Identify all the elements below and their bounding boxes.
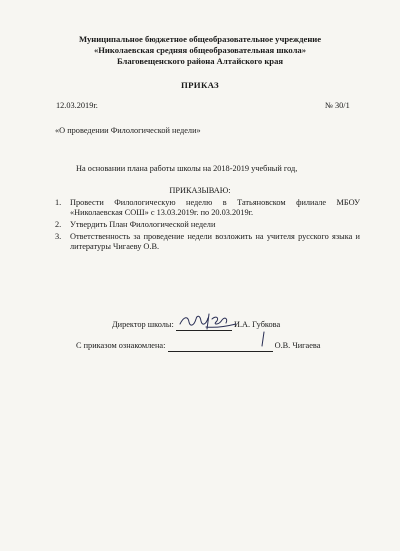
list-item-text: Провести Филологическую неделю в Татьяновском филиале МБОУ «Николаевская СОШ» с 13.03.2019г. по 20.03.2019г. [70,198,360,217]
order-number: № 30/1 [325,101,350,110]
director-signature-scribble [176,310,240,332]
document-title: ПРИКАЗ [180,80,219,90]
header-line-1: Муниципальное бюджетное общеобразовательное учреждение [78,34,322,44]
list-item-text: Ответственность за проведение недели возложить на учителя русского языка и литературы Чигаеву О.В. [70,231,360,251]
list-item-number: 1. [55,198,62,207]
list-item [55,232,360,252]
order-subject: «О проведении Филологической недели» [55,126,201,135]
acquainted-signature-line [168,341,273,352]
director-name: И.А. Губкова [233,320,281,329]
acquainted-signature-scribble [258,330,268,348]
order-items-list [55,198,360,254]
list-item-text: Утвердить План Филологической недели [70,219,216,229]
order-basis: На основании плана работы школы на 2018-2019 учебный год, [76,164,298,173]
acquainted-signature-row [76,341,320,352]
header-line-2: «Николаевская средняя общеобразовательная школа» [93,45,307,55]
list-item-number: 3. [55,231,62,241]
director-label: Директор школы: [112,320,174,329]
list-item-number: 2. [55,219,62,229]
acquainted-name: О.В. Чигаева [274,341,321,350]
acquainted-label: С приказом ознакомлена: [76,341,166,350]
order-date: 12.03.2019г. [56,101,98,110]
order-word: ПРИКАЗЫВАЮ: [169,186,231,195]
list-item [55,198,360,218]
header-line-3: Благовещенского района Алтайского края [116,56,284,66]
list-item [55,220,360,230]
